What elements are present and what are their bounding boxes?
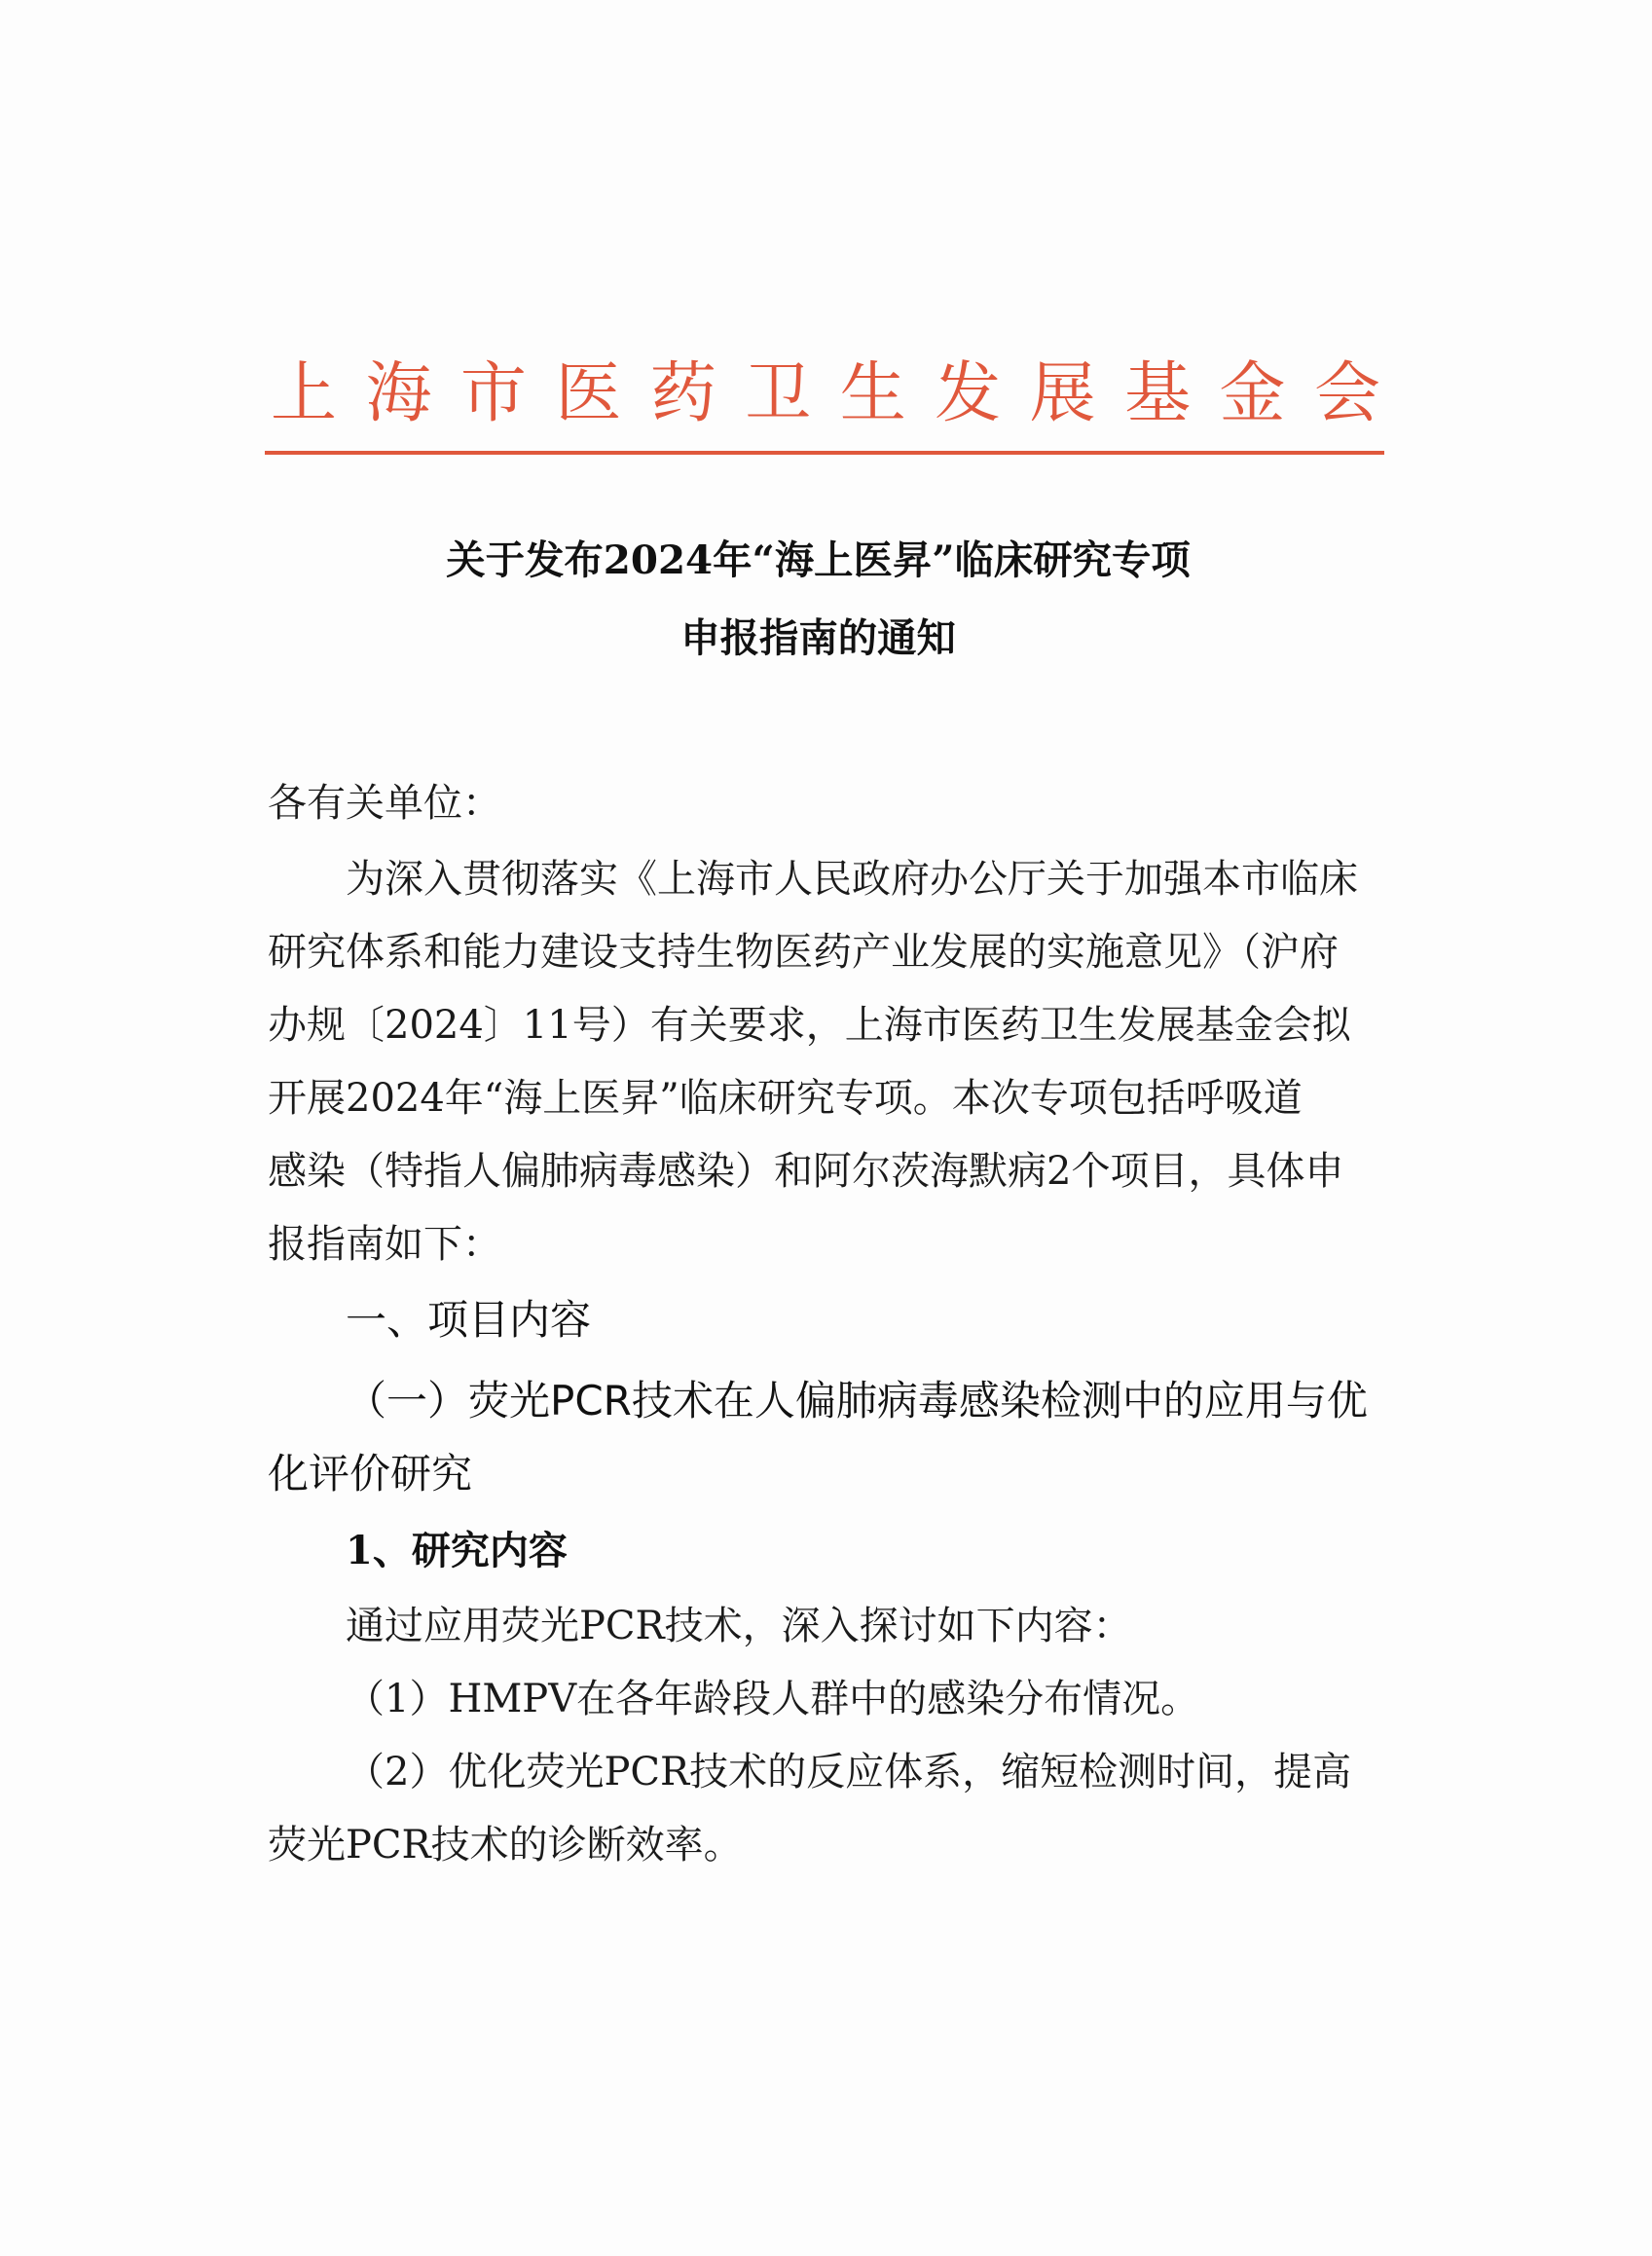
letterhead-char: 基 (1124, 355, 1192, 432)
paragraph-line: （1）HMPV在各年龄段人群中的感染分布情况。 (346, 1677, 1200, 1721)
letterhead-char: 海 (365, 355, 432, 432)
letterhead-char: 医 (555, 355, 622, 432)
paragraph-line: 感染（特指人偏肺病毒感染）和阿尔茨海默病2个项目，具体申 (268, 1149, 1344, 1194)
letterhead-char: 卫 (745, 355, 812, 432)
salutation: 各有关单位： (268, 781, 501, 826)
paragraph-line: （2）优化荧光PCR技术的反应体系，缩短检测时间，提高 (346, 1750, 1352, 1794)
letterhead-char: 市 (459, 355, 527, 432)
document-title-line-1: 关于发布2024年“海上医昇”临床研究专项 (446, 536, 1191, 583)
paragraph-line: 开展2024年“海上医昇”临床研究专项。本次专项包括呼吸道 (268, 1076, 1303, 1121)
letterhead-char: 会 (1313, 355, 1380, 432)
paragraph-line: 报指南如下： (268, 1222, 501, 1267)
letterhead-divider (265, 451, 1384, 455)
paragraph-line: 荧光PCR技术的诊断效率。 (268, 1823, 743, 1868)
item-heading: 1、研究内容 (346, 1528, 568, 1573)
letterhead-char: 生 (839, 355, 906, 432)
letterhead-char: 展 (1029, 355, 1096, 432)
letterhead-char: 上 (271, 355, 338, 432)
letterhead-organization-name (271, 346, 1380, 443)
letterhead-char: 药 (649, 355, 716, 432)
paragraph-line: 为深入贯彻落实《上海市人民政府办公厅关于加强本市临床 (346, 857, 1358, 902)
document-title-line-2: 申报指南的通知 (680, 614, 956, 661)
paragraph-line: 通过应用荧光PCR技术，深入探讨如下内容： (346, 1604, 1132, 1648)
section-heading: 一、项目内容 (346, 1296, 592, 1344)
letterhead-char: 金 (1219, 355, 1286, 432)
subsection-heading-line-1: （一）荧光PCR技术在人偏肺病毒感染检测中的应用与优 (346, 1377, 1368, 1424)
paragraph-line: 研究体系和能力建设支持生物医药产业发展的实施意见》（沪府 (268, 930, 1339, 975)
letterhead-char: 发 (935, 355, 1002, 432)
subsection-heading-line-2: 化评价研究 (268, 1450, 473, 1498)
paragraph-line: 办规〔2024〕11号）有关要求，上海市医药卫生发展基金会拟 (268, 1003, 1351, 1048)
